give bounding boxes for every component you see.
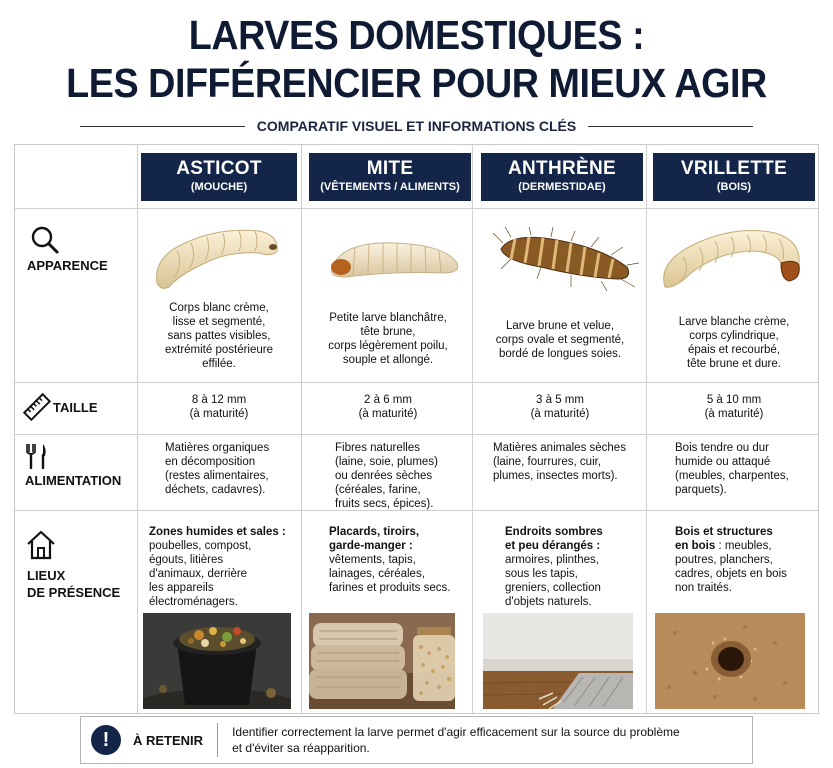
text-line: (laine, soie, plumes) (335, 456, 438, 468)
places-heading: et peu dérangés : (505, 540, 601, 552)
column-subtitle: (VÊTEMENTS / ALIMENTS) (320, 181, 460, 193)
places-vrillette (675, 525, 815, 595)
woodworm-larva-illustration (657, 217, 807, 301)
text-line: corps ovale et segmenté, (495, 334, 625, 346)
text-line: bordé de longues soies. (498, 348, 622, 360)
size-note: (à maturité) (704, 408, 764, 420)
size-mite (307, 393, 469, 421)
takeaway-label: À RETENIR (133, 732, 204, 748)
text-line: fruits secs, épices). (335, 498, 434, 510)
size-note: (à maturité) (189, 408, 249, 420)
pantry-photo (309, 613, 455, 709)
moth-larva-illustration (315, 233, 465, 285)
column-subtitle: (BOIS) (716, 181, 752, 193)
text-line: Larve brune et velue, (505, 320, 615, 332)
places-heading: Bois et structures (675, 526, 773, 538)
places-heading: Placards, tiroirs, (329, 526, 420, 538)
row-label-text: DE PRÉSENCE (27, 585, 121, 600)
takeaway-message (232, 724, 680, 756)
text-line: cadres, objets en bois (675, 568, 787, 580)
text-line: Petite larve blanchâtre, (329, 312, 447, 324)
size-vrillette (651, 393, 817, 421)
wood-hole-photo (655, 613, 805, 709)
ruler-icon (23, 393, 51, 421)
places-heading: en bois (675, 540, 716, 552)
text-line: tête brune, (360, 326, 416, 338)
text-line: poutres, planchers, (675, 554, 773, 566)
appearance-text-anthrene (477, 319, 643, 361)
column-title: VRILLETTE (680, 158, 788, 179)
takeaway-divider (217, 723, 218, 757)
row-label-text: APPARENCE (27, 258, 108, 273)
text-line: d'animaux, derrière (149, 568, 248, 580)
text-line: parquets). (675, 484, 727, 496)
text-line: Bois tendre ou dur (675, 442, 769, 454)
magnifier-icon (29, 224, 61, 256)
diet-anthrene (493, 441, 643, 483)
text-line: plumes, insectes morts). (493, 470, 618, 482)
column-subtitle: (MOUCHE) (190, 181, 248, 193)
row-label-text: ALIMENTATION (25, 473, 122, 488)
places-heading: Zones humides et sales : (149, 526, 286, 538)
subtitle-row (80, 116, 753, 136)
text-line: Corps blanc crème, (169, 302, 269, 314)
subtitle-divider-right (588, 126, 753, 127)
text-line: ou denrées sèches (335, 470, 433, 482)
size-value: 5 à 10 mm (706, 394, 762, 406)
text-line: lainages, céréales, (329, 568, 425, 580)
size-note: (à maturité) (530, 408, 590, 420)
page-title-line2: LES DIFFÉRENCIER POUR MIEUX AGIR (66, 60, 767, 106)
grid-line (15, 208, 818, 209)
house-icon (25, 529, 57, 561)
text-line: sous les tapis, (505, 568, 578, 580)
text-line: poubelles, compost, (149, 540, 252, 552)
subtitle: COMPARATIF VISUEL ET INFORMATIONS CLÉS (256, 118, 577, 134)
diet-asticot (165, 441, 297, 497)
exclamation-icon: ! (91, 725, 121, 755)
text-line: (meubles, charpentes, (675, 470, 789, 482)
appearance-text-asticot (141, 301, 297, 371)
text-line: corps cylindrique, (689, 330, 779, 342)
text-line: épais et recourbé, (687, 344, 781, 356)
text-line: (laine, fourrures, cuir, (493, 456, 602, 468)
trash-bin-photo (143, 613, 291, 709)
size-anthrene (477, 393, 643, 421)
places-anthrene (505, 525, 641, 609)
size-value: 8 à 12 mm (191, 394, 247, 406)
places-heading: Endroits sombres (505, 526, 603, 538)
comparison-table (14, 144, 819, 714)
text-line: farines et produits secs. (329, 582, 451, 594)
text-line: Larve blanche crème, (678, 316, 790, 328)
key-takeaway-box (80, 716, 753, 764)
places-heading: garde-manger : (329, 540, 413, 552)
text-line: extrémité postérieure (164, 344, 274, 356)
text-line: tête brune et dure. (687, 358, 781, 370)
text-line: lisse et segmenté, (172, 316, 266, 328)
size-value: 3 à 5 mm (536, 394, 584, 406)
text-line: et d'éviter sa réapparition. (232, 741, 370, 755)
size-value: 2 à 6 mm (364, 394, 412, 406)
grid-line (646, 145, 647, 713)
size-note: (à maturité) (358, 408, 418, 420)
places-mite (329, 525, 469, 595)
fork-knife-icon (25, 443, 49, 469)
grid-line (137, 145, 138, 713)
subtitle-divider-left (80, 126, 245, 127)
column-header-mite (309, 153, 471, 201)
text-line: effilée. (202, 358, 236, 370)
text-line: armoires, plinthes, (505, 554, 599, 566)
column-title: ANTHRÈNE (508, 158, 616, 179)
appearance-text-vrillette (651, 315, 817, 371)
text-line: humide ou attaqué (675, 456, 771, 468)
text-line: vêtements, tapis, (329, 554, 416, 566)
column-header-asticot (141, 153, 297, 201)
carpet-beetle-larva-illustration (491, 227, 641, 291)
grid-line (301, 145, 302, 713)
diet-vrillette (675, 441, 815, 497)
column-title: MITE (366, 158, 414, 179)
baseboard-photo (483, 613, 633, 709)
text-line: (restes alimentaires, (165, 470, 269, 482)
text-line: égouts, litières (149, 554, 224, 566)
text-line: : meubles, (715, 540, 772, 552)
grid-line (15, 382, 818, 383)
diet-mite (335, 441, 469, 511)
text-line: Matières organiques (165, 442, 270, 454)
appearance-text-mite (307, 311, 469, 367)
text-line: les appareils électroménagers. (149, 582, 238, 608)
grid-line (472, 145, 473, 713)
column-header-anthrene (481, 153, 643, 201)
page-title-line1: LARVES DOMESTIQUES : (188, 12, 645, 58)
text-line: sans pattes visibles, (167, 330, 271, 342)
column-subtitle: (DERMESTIDAE) (518, 181, 606, 193)
text-line: Identifier correctement la larve permet d'agir efficacement sur la source du problème (232, 725, 680, 739)
maggot-larva-illustration (149, 217, 285, 297)
size-asticot (141, 393, 297, 421)
text-line: greniers, collection (505, 582, 601, 594)
column-header-vrillette (653, 153, 815, 201)
text-line: en décomposition (165, 456, 256, 468)
text-line: corps légèrement poilu, (328, 340, 448, 352)
row-label-text: TAILLE (53, 400, 98, 415)
text-line: Fibres naturelles (335, 442, 421, 454)
text-line: déchets, cadavres). (165, 484, 266, 496)
text-line: (céréales, farine, (335, 484, 421, 496)
column-title: ASTICOT (176, 158, 262, 179)
text-line: Matières animales sèches (493, 442, 626, 454)
text-line: non traités. (675, 582, 732, 594)
text-line: souple et allongé. (342, 354, 434, 366)
places-asticot (149, 525, 301, 609)
text-line: d'objets naturels. (505, 596, 592, 608)
grid-line (15, 434, 818, 435)
row-label-text: LIEUX (27, 568, 66, 583)
